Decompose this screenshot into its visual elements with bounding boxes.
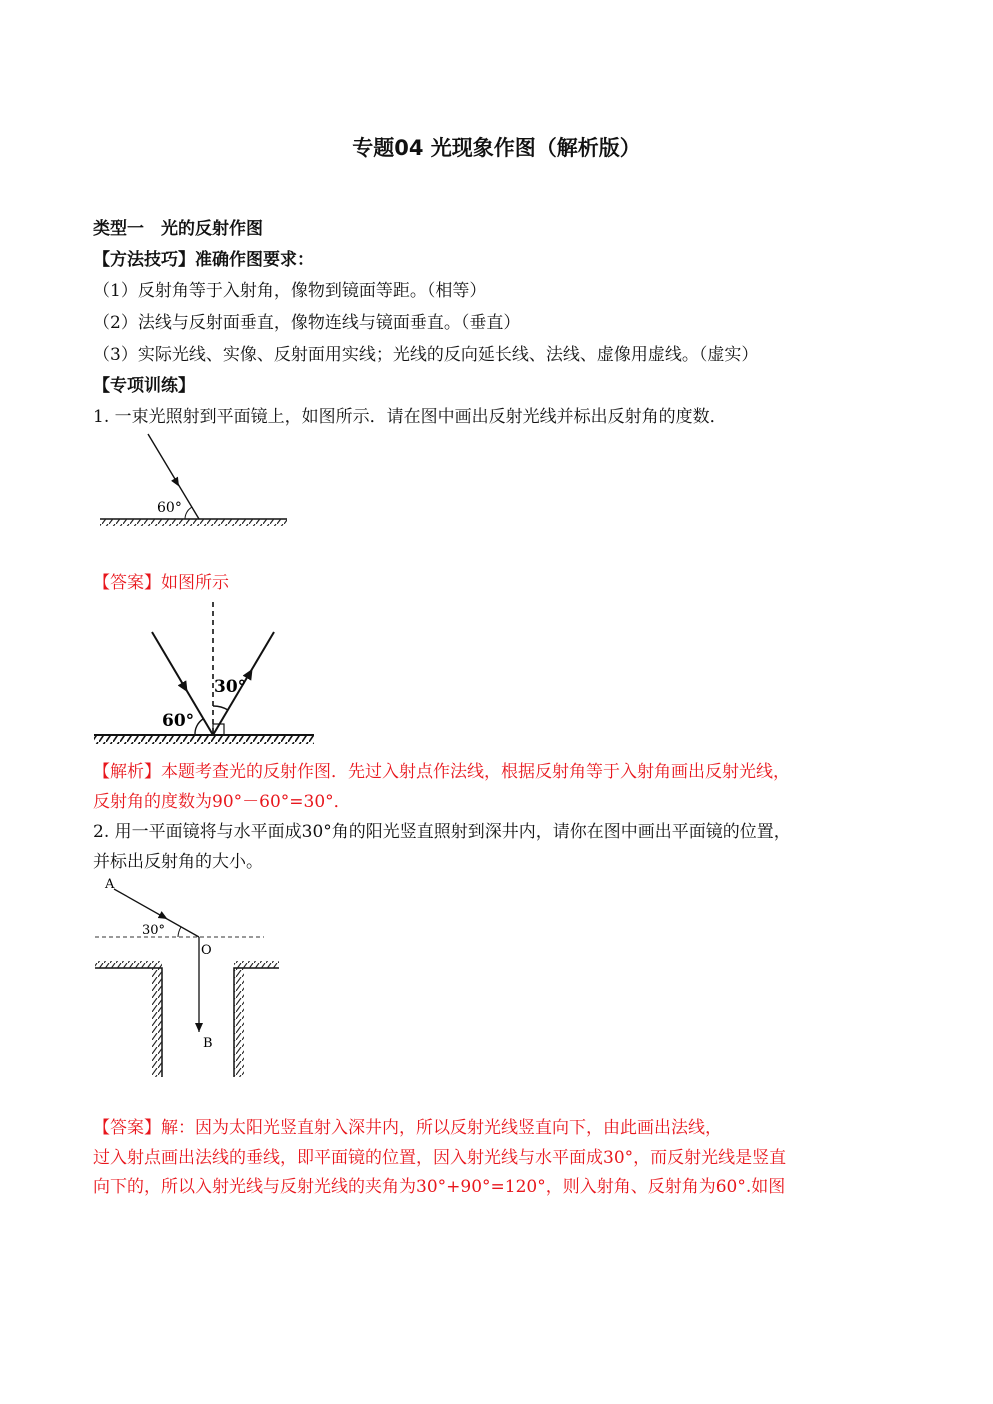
left-ground-hatch <box>95 961 162 968</box>
q2-answer-line3: 向下的，所以入射光线与反射光线的夹角为30°+90°=120°，则入射角、反射角为60°.如图 <box>93 1177 786 1197</box>
mirror-hatch <box>100 519 287 526</box>
incident-angle-arc <box>195 719 203 735</box>
question-2-line2: 并标出反射角的大小。 <box>93 852 263 872</box>
page-title: 专题04 光现象作图（解析版） <box>352 136 641 160</box>
mirror-hatch <box>94 735 314 744</box>
label-o: O <box>201 943 212 958</box>
training-title: 【专项训练】 <box>93 376 195 396</box>
question-1: 1. 一束光照射到平面镜上，如图所示．请在图中画出反射光线并标出反射角的度数． <box>93 407 727 427</box>
method-title: 【方法技巧】准确作图要求： <box>93 250 314 270</box>
q1-analysis-line2: 反射角的度数为90°－60°=30°． <box>93 792 351 812</box>
section-heading: 类型一 光的反射作图 <box>93 219 263 239</box>
angle-arc <box>178 927 181 937</box>
rule-2: （2）法线与反射面垂直，像物连线与镜面垂直。（垂直） <box>93 313 521 333</box>
left-well-wall <box>95 968 162 1077</box>
q1-angle-label: 60° <box>157 500 182 516</box>
label-a: A <box>105 877 115 892</box>
q1-answer: 【答案】如图所示 <box>93 573 229 593</box>
answer-angle-30: 30° <box>214 677 247 697</box>
q2-figure <box>92 872 292 1082</box>
q1-answer-figure <box>92 598 322 748</box>
right-wall-hatch <box>234 968 244 1077</box>
rule-1: （1）反射角等于入射角，像物到镜面等距。（相等） <box>93 281 487 301</box>
angle-arc <box>185 507 192 519</box>
answer-angle-60: 60° <box>162 711 195 731</box>
reflect-angle-arc <box>213 706 228 710</box>
q1-figure <box>95 428 295 528</box>
q2-answer-line2: 过入射点画出法线的垂线，即平面镜的位置，因入射光线与水平面成30°，而反射光线是竖直 <box>93 1148 787 1168</box>
rule-3: （3）实际光线、实像、反射面用实线；光线的反向延长线、法线、虚像用虚线。（虚实） <box>93 345 759 365</box>
right-ground-hatch <box>234 961 279 968</box>
label-b: B <box>203 1036 213 1051</box>
left-wall-hatch <box>152 968 162 1077</box>
q1-analysis-line1: 【解析】本题考查光的反射作图．先过入射点作法线，根据反射角等于入射角画出反射光线， <box>93 762 790 782</box>
q2-angle-label: 30° <box>142 923 166 938</box>
q2-answer-line1: 【答案】解：因为太阳光竖直射入深井内，所以反射光线竖直向下，由此画出法线， <box>93 1118 722 1138</box>
question-2-line1: 2. 用一平面镜将与水平面成30°角的阳光竖直照射到深井内，请你在图中画出平面镜的位置， <box>93 822 791 842</box>
